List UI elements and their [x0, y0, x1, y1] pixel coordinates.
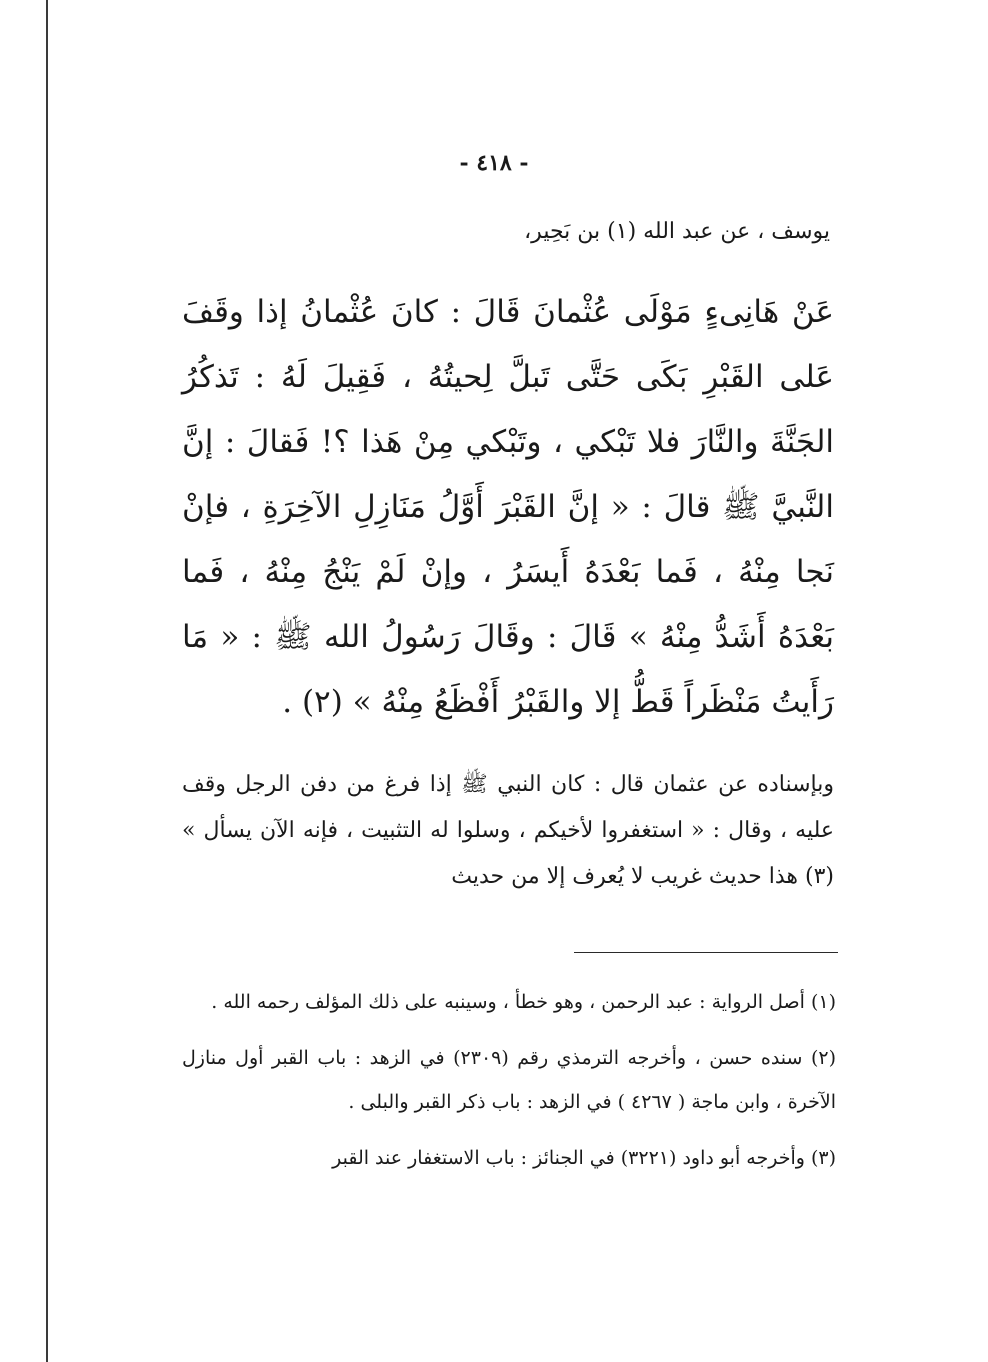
hadith-main-text: [182, 280, 834, 735]
page-number: - ٤١٨ -: [459, 150, 529, 176]
footnote-1: (١) أصل الرواية : عبد الرحمن ، وهو خطأ ، وسينبه على ذلك المؤلف رحمه الله .: [211, 991, 836, 1013]
footnotes: [182, 980, 836, 1192]
chain-of-narration-continuation: يوسف ، عن عبد الله (١) بن بَحِير،: [524, 219, 830, 244]
page-binding-edge: [46, 0, 48, 1362]
footnote-2: (٢) سنده حسن ، وأخرجه الترمذي رقم (٢٣٠٩) في الزهد : باب القبر أول منازل الآخرة ، وابن ماجة ( ٤٢٦٧ ) في الزهد : باب ذكر القبر والبلى .: [182, 1047, 836, 1113]
narration-text: وبإسناده عن عثمان قال : كان النبي ﷺ إذا فرغ من دفن الرجل وقف عليه ، وقال : « استغفروا لأخيكم ، وسلوا له التثبيت ، فإنه الآن يسأل » (٣) هذا حديث غريب لا يُعرف إلا من حديث: [182, 772, 834, 889]
footnote-separator: [574, 952, 838, 953]
footnote-3: (٣) وأخرجه أبو داود (٣٢٢١) في الجنائز : باب الاستغفار عند القبر: [332, 1147, 836, 1169]
narration-paragraph: [182, 762, 834, 900]
hadith-paragraph: عَنْ هَانِىءٍ مَوْلَى عُثْمانَ قَالَ : كانَ عُثْمانُ إذا وقَفَ عَلى القَبْرِ بَكَى حَتَّى تَبلَّ لِحيتُهُ ، فَقِيلَ لَهُ : تَذكُرُ الجَنَّةَ والنَّارَ فلا تَبْكي ، وتَبْكي مِنْ هَذا ؟! فَقالَ : إنَّ النَّبيَّ ﷺ قالَ : « إنَّ القَبْرَ أَوَّلُ مَنَازِلِ الآخِرَةِ ، فإنْ نَجا مِنْهُ ، فَما بَعْدَهُ أَيسَرُ ، وإنْ لَمْ يَنْجُ مِنْهُ ، فَما بَعْدَهُ أَشَدُّ مِنْهُ » قَالَ : وقَالَ رَسُولُ الله ﷺ : « مَا رَأَيتُ مَنْظَراً قَطُّ إلا والقَبْرُ أَفْظَعُ مِنْهُ » (٢) .: [182, 294, 834, 720]
